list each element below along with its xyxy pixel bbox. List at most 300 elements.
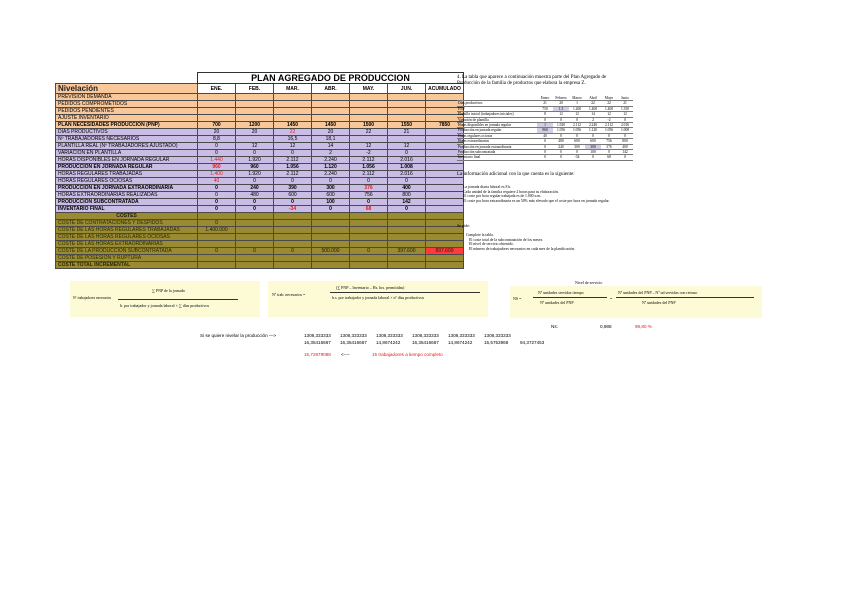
leveling-value: 15,5753968 bbox=[484, 340, 509, 345]
info-cell: 0 bbox=[569, 117, 585, 122]
info-cell: 240 bbox=[553, 144, 569, 149]
plan-cell: 0 bbox=[350, 178, 388, 185]
plan-cell: 1200 bbox=[236, 122, 274, 129]
info-cell: 756 bbox=[601, 139, 617, 144]
info-row bbox=[457, 139, 633, 144]
plan-cell: 0 bbox=[198, 248, 236, 255]
plan-cell bbox=[236, 101, 274, 108]
plan-cell bbox=[426, 234, 464, 241]
ns-title: Nivel de servicio bbox=[575, 280, 603, 285]
plan-cell: 1.400.000 bbox=[198, 227, 236, 234]
info-cell: 142 bbox=[617, 150, 633, 155]
plan-cell bbox=[236, 94, 274, 101]
task-item: Complete la tabla. bbox=[466, 233, 494, 237]
additional-item: Cada unidad de la familia requiere 2 horas para su elaboración. bbox=[463, 189, 559, 194]
fraction-bar bbox=[616, 297, 754, 298]
info-cell: 21 bbox=[537, 101, 553, 106]
plan-cell: 1.400 bbox=[198, 171, 236, 178]
month-header: JUN. bbox=[388, 84, 426, 94]
plan-cell: -2 bbox=[350, 150, 388, 157]
info-row bbox=[457, 128, 633, 133]
info-header-cell: Mayo bbox=[601, 96, 617, 101]
plan-row bbox=[56, 115, 464, 122]
info-cell: 600 bbox=[569, 139, 585, 144]
info-header-cell: Marzo bbox=[569, 96, 585, 101]
info-cell: 68 bbox=[601, 155, 617, 160]
info-cell: 40 bbox=[537, 133, 553, 138]
info-cell: 1.056 bbox=[553, 128, 569, 133]
leveling-value: 94,3727453 bbox=[520, 340, 545, 345]
info-cell: 1.056 bbox=[601, 128, 617, 133]
ns-result-label: Ns: bbox=[551, 324, 558, 329]
plan-row bbox=[56, 178, 464, 185]
plan-cell: 1.920 bbox=[236, 171, 274, 178]
info-cell: 1.200 bbox=[569, 106, 585, 111]
plan-cell: 20 bbox=[198, 129, 236, 136]
plan-cell: 0 bbox=[198, 143, 236, 150]
plan-cell bbox=[350, 213, 388, 220]
info-cell: 0 bbox=[537, 117, 553, 122]
info-cell: 2.112 bbox=[601, 123, 617, 128]
info-cell: 0 bbox=[553, 150, 569, 155]
info-row-label: Plantilla inicial (trabajadores iniciales) bbox=[457, 112, 537, 117]
plan-cell: 1450 bbox=[312, 122, 350, 129]
plan-cell bbox=[426, 185, 464, 192]
info-cell: 2.112 bbox=[569, 123, 585, 128]
plan-cell: 240 bbox=[236, 185, 274, 192]
info-cell: 1.920 bbox=[553, 123, 569, 128]
plan-cell: 600 bbox=[312, 192, 350, 199]
leveling-value: 16,35416667 bbox=[412, 340, 439, 345]
plan-row bbox=[56, 185, 464, 192]
plan-table bbox=[55, 72, 464, 269]
info-cell: 0 bbox=[553, 117, 569, 122]
leveling-value: 1308,333333 bbox=[484, 333, 511, 338]
plan-cell bbox=[426, 178, 464, 185]
plan-cell: 0 bbox=[274, 199, 312, 206]
info-row-label: Horas regulares ociosas bbox=[457, 133, 537, 138]
plan-cell: 397.600 bbox=[388, 248, 426, 255]
plan-cell bbox=[198, 241, 236, 248]
plan-cell: 0 bbox=[236, 199, 274, 206]
row-label: COSTE DE LAS HORAS REGULARES TRABAJADAS bbox=[56, 227, 198, 234]
leveling-value: 14,8674242 bbox=[448, 340, 473, 345]
plan-cell: 0 bbox=[350, 248, 388, 255]
ns-num1: Nº unidades servidas tiempo bbox=[538, 290, 584, 295]
info-cell: 12 bbox=[617, 112, 633, 117]
plan-cell: 0 bbox=[198, 220, 236, 227]
info-row-label: Producción en jornada regular bbox=[457, 128, 537, 133]
plan-cell: 0 bbox=[312, 178, 350, 185]
plan-cell: 18,1 bbox=[312, 136, 350, 143]
plan-cell: 0 bbox=[198, 199, 236, 206]
info-cell: 0 bbox=[617, 117, 633, 122]
plan-cell bbox=[350, 136, 388, 143]
plan-row bbox=[56, 241, 464, 248]
info-cell: 1.008 bbox=[617, 128, 633, 133]
plan-row bbox=[56, 108, 464, 115]
plan-cell bbox=[198, 234, 236, 241]
ns-eq: = bbox=[610, 296, 613, 301]
leveling-average: 15,72879088 bbox=[304, 352, 331, 357]
plan-cell: 7850 bbox=[426, 122, 464, 129]
plan-cell: 1500 bbox=[350, 122, 388, 129]
plan-cell: 142 bbox=[388, 199, 426, 206]
ns-num2: Nº unidades del PNP – Nº ud servidas con retraso bbox=[618, 290, 698, 295]
plan-cell: 0 bbox=[274, 150, 312, 157]
row-label: HORAS EXTRAORDINARIAS REALIZADAS bbox=[56, 192, 198, 199]
row-label: COSTE DE CONTRATACIONES Y DESPIDOS bbox=[56, 220, 198, 227]
info-cell: 12 bbox=[569, 112, 585, 117]
plan-cell bbox=[388, 213, 426, 220]
plan-cell bbox=[274, 227, 312, 234]
plan-cell bbox=[350, 241, 388, 248]
plan-cell: 897.600 bbox=[426, 248, 464, 255]
month-header: MAY. bbox=[350, 84, 388, 94]
info-cell: 1.3 bbox=[553, 106, 569, 111]
plan-row bbox=[56, 157, 464, 164]
plan-cell: 0 bbox=[198, 150, 236, 157]
info-cell: 21 bbox=[617, 101, 633, 106]
info-cell: 12 bbox=[601, 112, 617, 117]
ns-result-percent: 98,80 % bbox=[635, 324, 652, 329]
plan-cell bbox=[236, 234, 274, 241]
plan-cell bbox=[274, 234, 312, 241]
plan-cell bbox=[274, 262, 312, 269]
info-cell: 0 bbox=[537, 139, 553, 144]
info-cell: 2.240 bbox=[585, 123, 601, 128]
month-header: FEB. bbox=[236, 84, 274, 94]
row-label: COSTE DE LAS HORAS EXTRAORDINARIAS bbox=[56, 241, 198, 248]
plan-cell bbox=[274, 101, 312, 108]
leveling-value: 16,35416667 bbox=[340, 340, 367, 345]
plan-row bbox=[56, 150, 464, 157]
info-cell: 100 bbox=[585, 150, 601, 155]
plan-row bbox=[56, 94, 464, 101]
plan-cell bbox=[274, 108, 312, 115]
plan-cell: 12 bbox=[388, 143, 426, 150]
plan-cell: 2.112 bbox=[350, 171, 388, 178]
plan-row bbox=[56, 192, 464, 199]
task-item: El número de trabajadores necesarios en cada mes de la planificación. bbox=[469, 246, 576, 251]
plan-cell bbox=[312, 234, 350, 241]
plan-cell: 390 bbox=[274, 185, 312, 192]
plan-cell bbox=[312, 94, 350, 101]
plan-cell bbox=[388, 94, 426, 101]
info-cell: 960 bbox=[537, 128, 553, 133]
plan-cell bbox=[198, 213, 236, 220]
plan-cell bbox=[274, 220, 312, 227]
plan-cell bbox=[198, 262, 236, 269]
plan-cell: 0 bbox=[198, 185, 236, 192]
plan-cell bbox=[312, 255, 350, 262]
info-cell: 0 bbox=[601, 133, 617, 138]
row-label: HORAS DISPONIBLES EN JORNADA REGULAR bbox=[56, 157, 198, 164]
leveling-value: 1308,333333 bbox=[376, 333, 403, 338]
leveling-value: 16,35416667 bbox=[304, 340, 331, 345]
info-row-label: Producción subcontratada bbox=[457, 150, 537, 155]
plan-cell bbox=[312, 115, 350, 122]
month-header: ACUMULADO bbox=[426, 84, 464, 94]
plan-cell bbox=[236, 241, 274, 248]
plan-cell: 21 bbox=[388, 129, 426, 136]
plan-cell: 756 bbox=[350, 192, 388, 199]
info-cell: 2 bbox=[585, 117, 601, 122]
plan-cell bbox=[236, 115, 274, 122]
row-label: PLAN NECESIDADES PRODUCCION (PNP) bbox=[56, 122, 198, 129]
plan-cell: 0 bbox=[274, 248, 312, 255]
info-cell: 1.056 bbox=[569, 128, 585, 133]
info-cell: 12 bbox=[553, 112, 569, 117]
info-cell: 800 bbox=[617, 139, 633, 144]
row-label: VARIACION EN PLANTILLA bbox=[56, 150, 198, 157]
plan-cell: 12 bbox=[274, 143, 312, 150]
plan-cell bbox=[350, 101, 388, 108]
plan-cell bbox=[426, 262, 464, 269]
plan-cell bbox=[236, 262, 274, 269]
plan-cell: 0 bbox=[198, 206, 236, 213]
plan-cell: 0 bbox=[350, 199, 388, 206]
task-item: El coste total de la subcontratación de los meses. bbox=[469, 237, 544, 242]
task-list bbox=[466, 233, 575, 251]
plan-row bbox=[56, 101, 464, 108]
plan-cell bbox=[388, 227, 426, 234]
plan-cell: 1.008 bbox=[388, 164, 426, 171]
plan-cell: 960 bbox=[236, 164, 274, 171]
additional-item: La jornada diaria laboral es 8 h. bbox=[463, 185, 512, 189]
formula-mid-numerator: (∑ PNP – Inventario – Hs. hrs. permitidas) bbox=[336, 285, 405, 290]
info-cell: 1.350 bbox=[617, 106, 633, 111]
plan-cell bbox=[388, 115, 426, 122]
info-cell: 1.120 bbox=[585, 128, 601, 133]
row-label: COSTE DE POSESION Y RUPTURA bbox=[56, 255, 198, 262]
info-cell: 1.400 bbox=[601, 106, 617, 111]
row-label: PEDIDOS COMPROMETIDOS bbox=[56, 101, 198, 108]
plan-cell bbox=[388, 220, 426, 227]
info-cell: 0 bbox=[569, 133, 585, 138]
plan-row bbox=[56, 227, 464, 234]
row-label: COSTE TOTAL INCREMENTAL bbox=[56, 262, 198, 269]
plan-cell: 40 bbox=[198, 178, 236, 185]
row-label: PREVISION DEMANDA bbox=[56, 94, 198, 101]
plan-cell: 960 bbox=[198, 164, 236, 171]
info-row-label: PNP bbox=[457, 106, 537, 111]
fraction-bar bbox=[533, 297, 607, 298]
plan-cell bbox=[312, 101, 350, 108]
plan-cell bbox=[274, 213, 312, 220]
formula-mid-label: Nº trab. necesarios = bbox=[272, 292, 306, 297]
plan-row bbox=[56, 248, 464, 255]
plan-cell: 100 bbox=[312, 199, 350, 206]
plan-cell: 0 bbox=[236, 206, 274, 213]
plan-cell: 600 bbox=[274, 192, 312, 199]
info-header-cell: Febrero bbox=[553, 96, 569, 101]
ns-den1: Nº unidades del PNP bbox=[540, 300, 574, 305]
plan-cell: 2.016 bbox=[388, 171, 426, 178]
info-row-label: Inventario final bbox=[457, 155, 537, 160]
row-label: PLANTILLA REAL (Nº TRABAJADORES AJUSTADO) bbox=[56, 143, 198, 150]
info-cell: 22 bbox=[601, 101, 617, 106]
info-cell: 2.016 bbox=[617, 123, 633, 128]
plan-cell bbox=[350, 108, 388, 115]
plan-cell: 0 bbox=[388, 150, 426, 157]
plan-row bbox=[56, 129, 464, 136]
plan-row bbox=[56, 122, 464, 129]
ns-label: NS = bbox=[513, 296, 522, 301]
month-header: ABR. bbox=[312, 84, 350, 94]
plan-cell bbox=[274, 241, 312, 248]
ask-label: Se pide: bbox=[457, 223, 470, 228]
plan-cell bbox=[350, 115, 388, 122]
plan-cell bbox=[388, 255, 426, 262]
plan-cell bbox=[198, 101, 236, 108]
problem-statement bbox=[457, 75, 657, 87]
plan-cell bbox=[312, 241, 350, 248]
plan-cell: 22 bbox=[350, 129, 388, 136]
plan-cell bbox=[236, 255, 274, 262]
plan-cell: 22 bbox=[274, 129, 312, 136]
leveling-note: 15 trabajadores a tiempo completo bbox=[372, 352, 443, 357]
plan-cell bbox=[426, 206, 464, 213]
plan-cell bbox=[350, 255, 388, 262]
plan-cell: 1450 bbox=[274, 122, 312, 129]
formula-left-label: Nº trabajadores necesarios bbox=[73, 296, 112, 300]
info-header-cell: Enero bbox=[537, 96, 553, 101]
plan-cell bbox=[312, 262, 350, 269]
fraction-bar bbox=[118, 299, 238, 300]
plan-cell bbox=[274, 94, 312, 101]
info-cell: 8 bbox=[537, 112, 553, 117]
plan-cell: 400 bbox=[388, 185, 426, 192]
plan-cell: 68 bbox=[350, 206, 388, 213]
plan-cell: 20 bbox=[312, 129, 350, 136]
plan-cell: 1.440 bbox=[198, 157, 236, 164]
info-cell: 20 bbox=[553, 101, 569, 106]
header-label: Nivelación bbox=[56, 84, 198, 94]
plan-row bbox=[56, 143, 464, 150]
info-cell: -34 bbox=[569, 155, 585, 160]
additional-item: El coste por hora regular trabajada es de 1.000 u.m. bbox=[463, 194, 542, 199]
plan-cell bbox=[198, 255, 236, 262]
plan-row bbox=[56, 234, 464, 241]
info-header-cell: Junio bbox=[617, 96, 633, 101]
statement-line: 4. La tabla que aparece a continuación muestra parte del Plan Agregado de bbox=[457, 75, 607, 80]
formula-left-denominator: h. por trabajador y jornada laboral × ∑ días productivos bbox=[120, 303, 210, 308]
row-label: PRODUCCION EN JORNADA REGULAR bbox=[56, 164, 198, 171]
plan-cell: 20 bbox=[236, 129, 274, 136]
additional-list bbox=[463, 185, 610, 203]
info-cell: 600 bbox=[585, 139, 601, 144]
plan-row bbox=[56, 206, 464, 213]
plan-cell bbox=[312, 108, 350, 115]
row-label: PRODUCCION SUBCONTRATADA bbox=[56, 199, 198, 206]
plan-cell bbox=[198, 108, 236, 115]
info-cell: 0 bbox=[537, 155, 553, 160]
info-cell: 22 bbox=[585, 101, 601, 106]
plan-cell: 2 bbox=[312, 150, 350, 157]
plan-cell: 1.056 bbox=[274, 164, 312, 171]
plan-title: PLAN AGREGADO DE PRODUCCION bbox=[198, 73, 464, 84]
info-cell: 300 bbox=[569, 144, 585, 149]
plan-row bbox=[56, 136, 464, 143]
plan-cell: 2.240 bbox=[312, 157, 350, 164]
plan-cell: 12 bbox=[236, 143, 274, 150]
info-row-label: Días productivos bbox=[457, 101, 537, 106]
plan-cell: 0 bbox=[236, 150, 274, 157]
plan-cell bbox=[350, 94, 388, 101]
row-label: INVENTARIO FINAL bbox=[56, 206, 198, 213]
plan-cell: 14 bbox=[312, 143, 350, 150]
plan-cell bbox=[426, 213, 464, 220]
info-cell: 14 bbox=[585, 112, 601, 117]
plan-cell: 2.112 bbox=[274, 157, 312, 164]
additional-intro: La información adicional con la que cuenta es la siguiente: bbox=[457, 172, 575, 177]
plan-cell bbox=[198, 94, 236, 101]
formula-left-numerator: ∑ PNP de la jornada bbox=[152, 288, 185, 293]
plan-cell: 2.016 bbox=[388, 157, 426, 164]
plan-cell: 2.240 bbox=[312, 171, 350, 178]
leveling-value: 1308,333333 bbox=[412, 333, 439, 338]
plan-cell: 0 bbox=[236, 248, 274, 255]
info-row-label: Horas disponibles en jornada regular bbox=[457, 123, 537, 128]
info-cell: 0 bbox=[537, 150, 553, 155]
plan-cell: 376 bbox=[350, 185, 388, 192]
plan-cell: -34 bbox=[274, 206, 312, 213]
leveling-value: 1308,333333 bbox=[448, 333, 475, 338]
info-row bbox=[457, 112, 633, 117]
plan-cell bbox=[274, 115, 312, 122]
info-cell: 1 bbox=[537, 123, 553, 128]
leveling-arrow: <---- bbox=[341, 352, 350, 357]
info-cell: 0 bbox=[585, 155, 601, 160]
info-cell: 0 bbox=[553, 155, 569, 160]
month-header: MAR. bbox=[274, 84, 312, 94]
plan-cell: 1.920 bbox=[236, 157, 274, 164]
leveling-prompt: Si se quiere nivelar la producción —> bbox=[200, 333, 277, 338]
info-cell: 0 bbox=[601, 150, 617, 155]
additional-item: El coste por hora extraordinaria es un 50% más elevado que el coste por hora en jornada regular. bbox=[463, 198, 610, 203]
plan-row bbox=[56, 213, 464, 220]
leveling-value: 14,8674242 bbox=[376, 340, 401, 345]
plan-cell bbox=[426, 164, 464, 171]
plan-cell bbox=[388, 101, 426, 108]
plan-cell bbox=[312, 220, 350, 227]
info-cell: 1.400 bbox=[585, 106, 601, 111]
formula-mid-denominator: h.s. por trabajador y jornada laboral × nº días productivos bbox=[332, 295, 425, 300]
info-cell: 300 bbox=[585, 144, 601, 149]
plan-cell bbox=[312, 227, 350, 234]
plan-cell bbox=[388, 108, 426, 115]
info-row-label: Producción en jornada extraordinaria bbox=[457, 144, 537, 149]
plan-cell: 500.000 bbox=[312, 248, 350, 255]
plan-cell: 2.112 bbox=[350, 157, 388, 164]
info-cell: 0 bbox=[553, 133, 569, 138]
row-label: HORAS REGULARES OCIOSAS bbox=[56, 178, 198, 185]
plan-cell: 1.056 bbox=[350, 164, 388, 171]
info-row bbox=[457, 123, 633, 128]
plan-cell: 0 bbox=[236, 178, 274, 185]
row-label: Nº TRABAJADORES NECESARIOS bbox=[56, 136, 198, 143]
title-spacer bbox=[56, 73, 198, 84]
plan-cell: 800 bbox=[388, 192, 426, 199]
plan-cell bbox=[236, 136, 274, 143]
plan-cell: 12 bbox=[350, 143, 388, 150]
plan-cell: 1550 bbox=[388, 122, 426, 129]
info-cell: 750 bbox=[537, 106, 553, 111]
plan-cell: 0 bbox=[274, 178, 312, 185]
plan-cell: 8,8 bbox=[198, 136, 236, 143]
task-item: El nivel de servicio obtenido. bbox=[469, 242, 514, 247]
